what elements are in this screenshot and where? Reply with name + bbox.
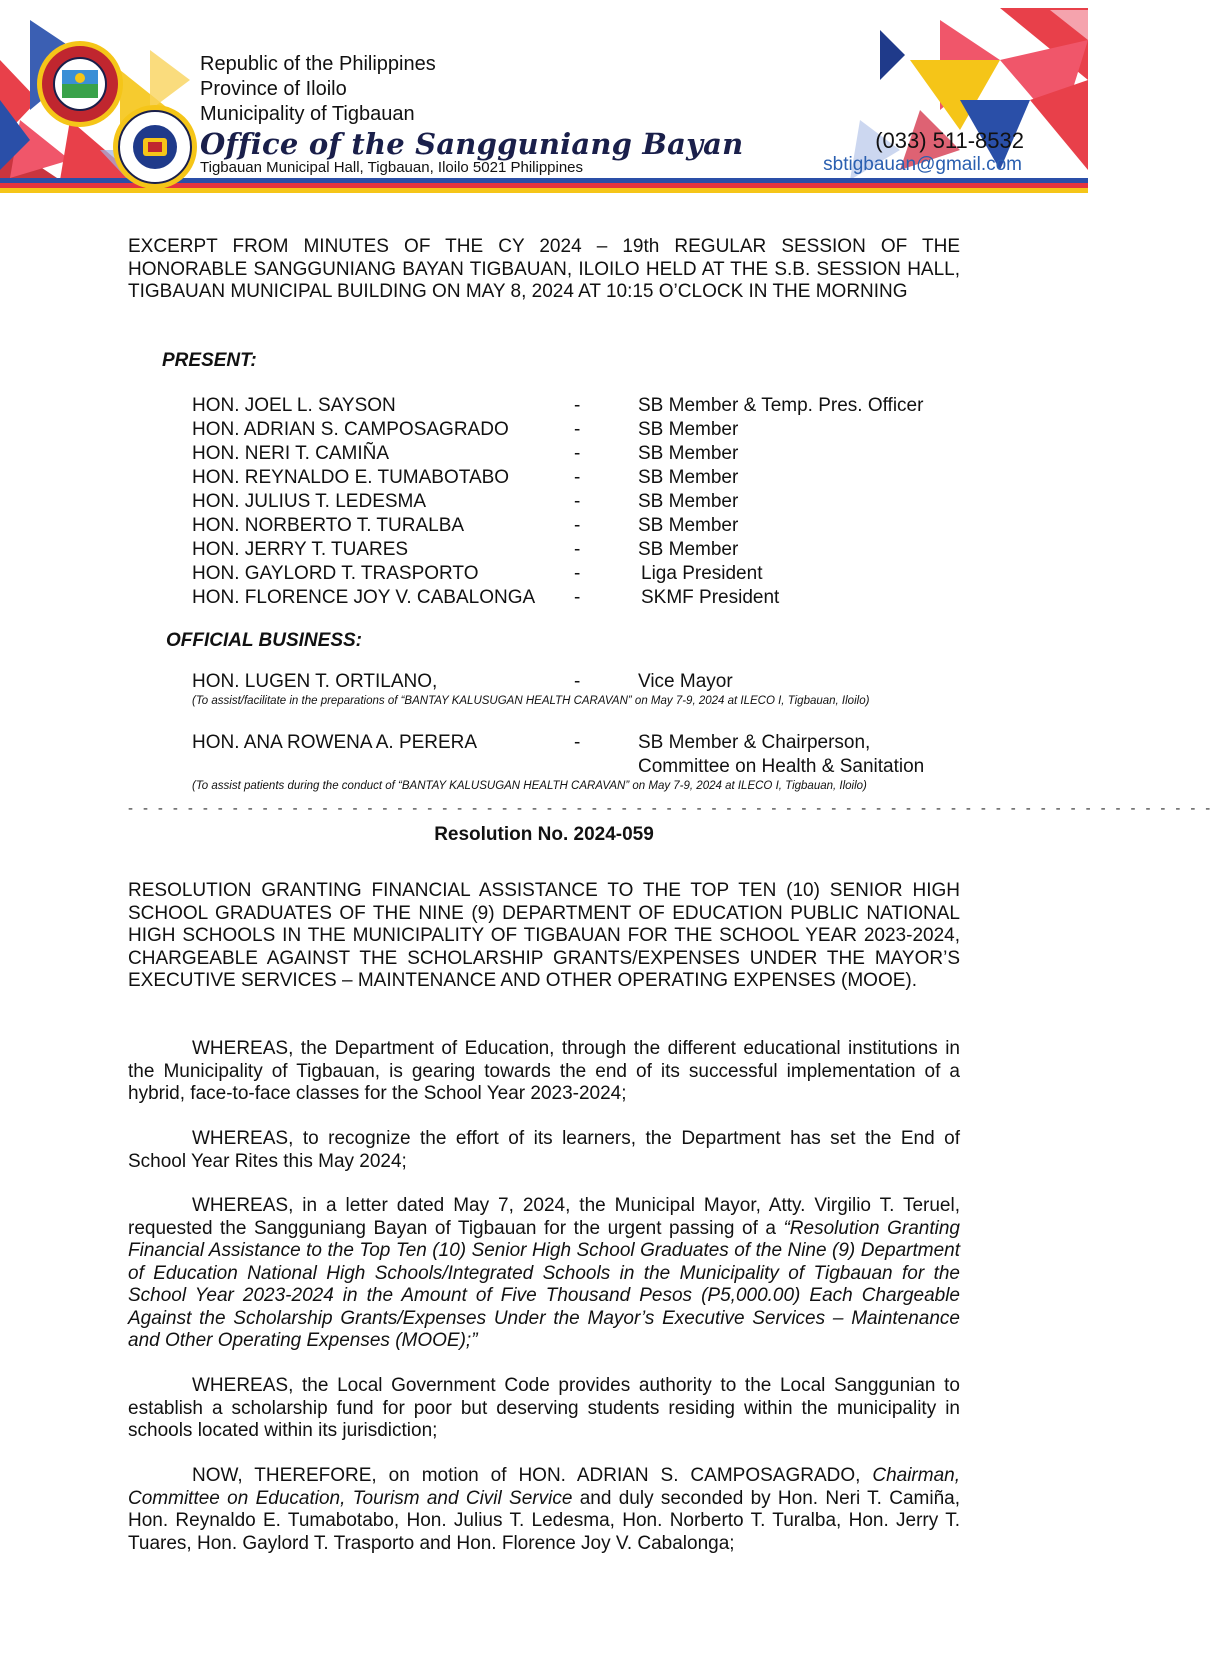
member-dash: - bbox=[574, 515, 581, 536]
header-office-title: Office of the Sangguniang Bayan bbox=[200, 127, 744, 161]
member-name: HON. JOEL L. SAYSON bbox=[192, 395, 396, 416]
header-address: Tigbauan Municipal Hall, Tigbauan, Iloilo 5021 Philippines bbox=[200, 159, 584, 176]
member-name: HON. LUGEN T. ORTILANO, bbox=[192, 671, 438, 692]
official-business-note: (To assist/facilitate in the preparations of “BANTAY KALUSUGAN HEALTH CARAVAN” on May 7-9, 2024 at ILECO I, Tigbauan, Iloilo) bbox=[192, 695, 870, 707]
dashed-divider: - - - - - - - - - - - - - - - - - - - - - - - - - - - - - - - - - - - - - - - - - - - - - - - - - - - - - - - - - - - - - - - - - - - - - - - - - bbox=[128, 800, 1213, 817]
sangguniang-bayan-seal bbox=[112, 104, 198, 190]
member-row bbox=[192, 670, 869, 694]
member-row bbox=[192, 394, 923, 418]
resolution-number: Resolution No. 2024-059 bbox=[434, 824, 654, 845]
member-row bbox=[192, 538, 923, 562]
member-row bbox=[192, 755, 924, 779]
member-role: SB Member & Chairperson, bbox=[638, 732, 871, 753]
member-name: HON. ADRIAN S. CAMPOSAGRADO bbox=[192, 419, 509, 440]
member-role: Vice Mayor bbox=[638, 671, 733, 692]
member-name: HON. JERRY T. TUARES bbox=[192, 539, 409, 560]
member-role: SB Member & Temp. Pres. Officer bbox=[638, 395, 924, 416]
committee-title: Chairman, Committee on Education, Tourism and Civil Service bbox=[128, 1465, 960, 1509]
now-therefore-seconders: and duly seconded by Hon. Neri T. Camiña, Hon. Reynaldo E. Tumabotabo, Hon. Julius T. Ledesma, Hon. Norberto T. Turalba, Hon. Jerry T. Tuares, Hon. Gaylord T. Trasporto and Hon. Florence Joy V. Cabalonga; bbox=[128, 1487, 960, 1554]
member-name: HON. FLORENCE JOY V. CABALONGA bbox=[192, 587, 536, 608]
official-business-heading: OFFICIAL BUSINESS: bbox=[166, 630, 362, 651]
whereas-paragraph-1: WHEREAS, the Department of Education, through the different educational institutions in the Municipality of Tigbauan, is gearing towards the end of its successful implementation of a hybrid, face-to-face classes for the School Year 2023-2024; bbox=[128, 1038, 960, 1104]
header-phone: (033) 511-8532 bbox=[875, 128, 1024, 153]
now-therefore-text: NOW, THEREFORE, on motion of HON. ADRIAN S. CAMPOSAGRADO, bbox=[192, 1465, 873, 1486]
member-row bbox=[192, 514, 923, 538]
present-heading: PRESENT: bbox=[162, 350, 257, 371]
present-members-list bbox=[192, 394, 923, 610]
whereas-paragraph-2: WHEREAS, to recognize the effort of its learners, the Department has set the End of School Year Rites this May 2024; bbox=[128, 1128, 960, 1172]
member-name: HON. REYNALDO E. TUMABOTABO bbox=[192, 467, 510, 488]
excerpt-paragraph: EXCERPT FROM MINUTES OF THE CY 2024 – 19th REGULAR SESSION OF THE HONORABLE SANGGUNIANG BAYAN TIGBAUAN, ILOILO HELD AT THE S.B. SESSION HALL, TIGBAUAN MUNICIPAL BUILDING ON MAY 8, 2024 AT 10:15 O’CLOCK IN THE MORNING bbox=[128, 236, 960, 302]
resolution-title: RESOLUTION GRANTING FINANCIAL ASSISTANCE TO THE TOP TEN (10) SENIOR HIGH SCHOOL GRADUATES OF THE NINE (9) DEPARTMENT OF EDUCATION PUBLIC NATIONAL HIGH SCHOOLS IN THE MUNICIPALITY OF TIGBAUAN FOR THE SCHOOL YEAR 2023-2024, CHARGEABLE AGAINST THE SCHOLARSHIP GRANTS/EXPENSES UNDER THE MAYOR’S EXECUTIVE SERVICES – MAINTENANCE AND OTHER OPERATING EXPENSES (MOOE). bbox=[128, 880, 960, 991]
member-name: HON. NORBERTO T. TURALBA bbox=[192, 515, 465, 536]
member-dash: - bbox=[574, 539, 581, 560]
official-business-note: (To assist patients during the conduct of “BANTAY KALUSUGAN HEALTH CARAVAN” on May 7-9, 2024 at ILECO I, Tigbauan, Iloilo) bbox=[192, 780, 867, 792]
member-role: SB Member bbox=[638, 419, 739, 440]
letterhead bbox=[0, 0, 1088, 200]
member-role-line2: Committee on Health & Sanitation bbox=[638, 756, 925, 777]
member-role: SB Member bbox=[638, 443, 739, 464]
member-role: SB Member bbox=[638, 467, 739, 488]
member-row bbox=[192, 586, 923, 610]
official-business-item bbox=[192, 670, 869, 708]
member-row bbox=[192, 490, 923, 514]
member-row bbox=[192, 418, 923, 442]
header-republic: Republic of the Philippines bbox=[200, 53, 436, 75]
member-row bbox=[192, 731, 924, 755]
member-name: HON. NERI T. CAMIÑA bbox=[192, 443, 390, 464]
header-email[interactable]: sbtigbauan@gmail.com bbox=[823, 154, 1022, 175]
member-row bbox=[192, 562, 923, 586]
member-role: Liga President bbox=[641, 563, 763, 584]
whereas-paragraph-3 bbox=[128, 1195, 960, 1353]
member-dash: - bbox=[574, 443, 581, 464]
header-province: Province of Iloilo bbox=[200, 78, 347, 100]
header-municipality: Municipality of Tigbauan bbox=[200, 103, 415, 125]
member-row bbox=[192, 442, 923, 466]
member-name: HON. JULIUS T. LEDESMA bbox=[192, 491, 427, 512]
whereas-3-quoted-title: “Resolution Granting Financial Assistance to the Top Ten (10) Senior High School Graduates of the Nine (9) Department of Education National High Schools/Integrated Schools in the Municipality of Tigbauan for the School Year 2023-2024 in the Amount of Five Thousand Pesos (P5,000.00) Each Chargeable Against the Scholarship Grants/Expenses Under the Mayor’s Executive Services – Maintenance and Other Operating Expenses (MOOE);” bbox=[128, 1217, 960, 1351]
now-therefore-paragraph bbox=[128, 1465, 960, 1555]
official-business-item bbox=[192, 731, 924, 793]
member-role: SB Member bbox=[638, 491, 739, 512]
member-name: HON. ANA ROWENA A. PERERA bbox=[192, 732, 478, 753]
member-dash: - bbox=[574, 587, 581, 608]
whereas-paragraph-4: WHEREAS, the Local Government Code provides authority to the Local Sanggunian to establish a scholarship fund for poor but deserving students residing within the municipality in schools located within its jurisdiction; bbox=[128, 1375, 960, 1441]
member-dash: - bbox=[574, 732, 581, 753]
member-dash: - bbox=[574, 491, 581, 512]
member-dash: - bbox=[574, 563, 581, 584]
member-role: SB Member bbox=[638, 539, 739, 560]
member-dash: - bbox=[574, 419, 581, 440]
member-row bbox=[192, 466, 923, 490]
member-dash: - bbox=[574, 467, 581, 488]
member-role: SKMF President bbox=[641, 587, 780, 608]
member-dash: - bbox=[574, 395, 581, 416]
member-name: HON. GAYLORD T. TRASPORTO bbox=[192, 563, 479, 584]
municipality-seal bbox=[36, 40, 124, 128]
whereas-3-text: WHEREAS, in a letter dated May 7, 2024, the Municipal Mayor, Atty. Virgilio T. Teruel, requested the Sangguniang Bayan of Tigbauan for the urgent passing of a bbox=[128, 1195, 960, 1239]
member-dash: - bbox=[574, 671, 581, 692]
member-role: SB Member bbox=[638, 515, 739, 536]
